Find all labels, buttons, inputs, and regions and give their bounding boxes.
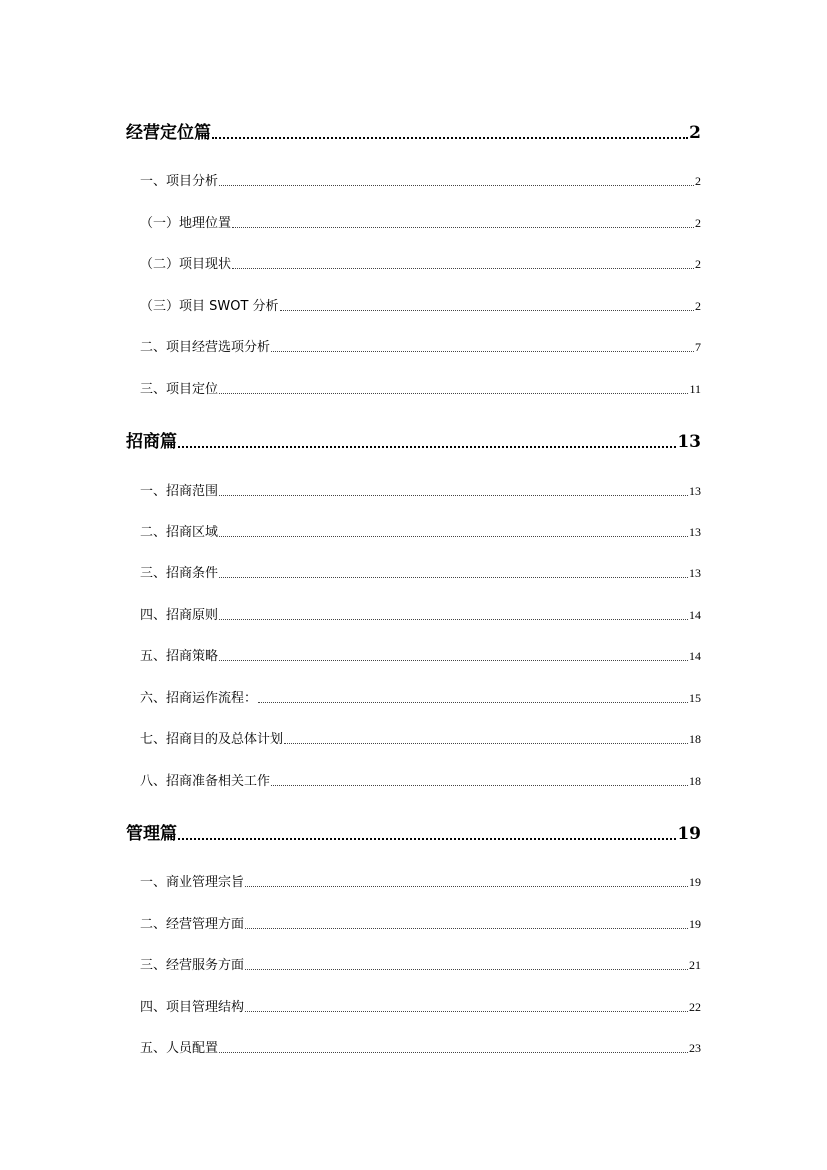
toc-entry-label: 一、项目分析 <box>140 174 219 189</box>
toc-entry-page: 11 <box>689 382 701 396</box>
toc-entry[interactable] <box>140 913 701 933</box>
toc-entry-page: 2 <box>695 299 701 313</box>
toc-entry-page: 2 <box>695 174 701 188</box>
toc-entry-page: 22 <box>689 1000 701 1014</box>
toc-entry-label: 二、项目经营选项分析 <box>140 340 271 355</box>
toc-entry-page: 19 <box>689 917 701 931</box>
toc-entry-label: 三、经营服务方面 <box>140 958 245 973</box>
toc-entry-label: 八、招商准备相关工作 <box>140 774 271 789</box>
toc-entry-label: （二）项目现状 <box>140 257 232 272</box>
dot-leader <box>245 928 688 929</box>
toc-entry[interactable] <box>140 770 701 790</box>
dot-leader <box>245 969 688 970</box>
dot-leader <box>219 577 688 578</box>
toc-entry[interactable] <box>140 336 701 356</box>
toc-entry-page: 7 <box>695 340 701 354</box>
toc-entry-label: 三、项目定位 <box>140 382 219 397</box>
toc-entry-label: 四、招商原则 <box>140 608 219 623</box>
toc-entry-label: 六、招商运作流程： <box>140 691 258 706</box>
toc-entry-page: 18 <box>689 774 701 788</box>
toc-entry-label: 一、商业管理宗旨 <box>140 875 245 890</box>
dot-leader <box>245 886 688 887</box>
toc-entry[interactable] <box>140 212 701 232</box>
toc-entry-page: 23 <box>689 1041 701 1055</box>
toc-entry-page: 13 <box>689 525 701 539</box>
toc-entry-label: 一、招商范围 <box>140 484 219 499</box>
toc-entry[interactable] <box>140 521 701 541</box>
toc-entry-label: （一）地理位置 <box>140 216 232 231</box>
toc-entry[interactable] <box>140 253 701 273</box>
toc-heading-label: 管理篇 <box>126 824 177 844</box>
toc-entry-page: 15 <box>689 691 701 705</box>
dot-leader <box>219 393 688 394</box>
toc-heading-label: 经营定位篇 <box>126 123 211 143</box>
toc-entry-label: 三、招商条件 <box>140 566 219 581</box>
toc-entry-label: 二、招商区域 <box>140 525 219 540</box>
dot-leader <box>271 351 694 352</box>
toc-heading-positioning[interactable] <box>126 118 701 144</box>
dot-leader <box>178 446 676 448</box>
toc-entry-page: 14 <box>689 608 701 622</box>
toc-entry[interactable] <box>140 378 701 398</box>
dot-leader <box>219 660 688 661</box>
toc-heading-page: 13 <box>677 432 701 452</box>
toc-entry[interactable] <box>140 562 701 582</box>
toc-entry[interactable] <box>140 871 701 891</box>
toc-entry[interactable] <box>140 170 701 190</box>
toc-heading-page: 19 <box>677 824 701 844</box>
toc-entry[interactable] <box>140 1037 701 1057</box>
dot-leader <box>245 1011 688 1012</box>
toc-entry[interactable] <box>140 295 701 315</box>
toc-entry-page: 18 <box>689 732 701 746</box>
toc-entry-page: 2 <box>695 216 701 230</box>
dot-leader <box>178 838 676 840</box>
toc-entry-label: 二、经营管理方面 <box>140 917 245 932</box>
dot-leader <box>271 785 688 786</box>
toc-heading-page: 2 <box>689 123 701 143</box>
toc-entry-label: 五、招商策略 <box>140 649 219 664</box>
dot-leader <box>232 227 694 228</box>
toc-heading-investment[interactable] <box>126 427 701 453</box>
toc-entry[interactable] <box>140 954 701 974</box>
dot-leader <box>212 137 688 139</box>
dot-leader <box>258 702 688 703</box>
toc-entry-page: 14 <box>689 649 701 663</box>
toc-entry-page: 19 <box>689 875 701 889</box>
toc-entry-page: 21 <box>689 958 701 972</box>
dot-leader <box>219 1052 688 1053</box>
toc-entry-page: 13 <box>689 566 701 580</box>
toc-heading-management[interactable] <box>126 819 701 845</box>
dot-leader <box>280 310 694 311</box>
toc-entry-page: 2 <box>695 257 701 271</box>
toc-entry[interactable] <box>140 996 701 1016</box>
toc-entry-label: 七、招商目的及总体计划 <box>140 732 284 747</box>
dot-leader <box>219 185 694 186</box>
toc-entry[interactable] <box>140 687 701 707</box>
toc-entry[interactable] <box>140 480 701 500</box>
dot-leader <box>232 268 694 269</box>
dot-leader <box>219 536 688 537</box>
toc-entry[interactable] <box>140 728 701 748</box>
dot-leader <box>219 495 688 496</box>
toc-entry[interactable] <box>140 604 701 624</box>
toc-entry-page: 13 <box>689 484 701 498</box>
dot-leader <box>284 743 688 744</box>
toc-heading-label: 招商篇 <box>126 432 177 452</box>
dot-leader <box>219 619 688 620</box>
toc-entry-label: （三）项目 SWOT 分析 <box>140 299 279 314</box>
toc-entry-label: 四、项目管理结构 <box>140 1000 245 1015</box>
toc-entry-label: 五、人员配置 <box>140 1041 219 1056</box>
toc-entry[interactable] <box>140 645 701 665</box>
